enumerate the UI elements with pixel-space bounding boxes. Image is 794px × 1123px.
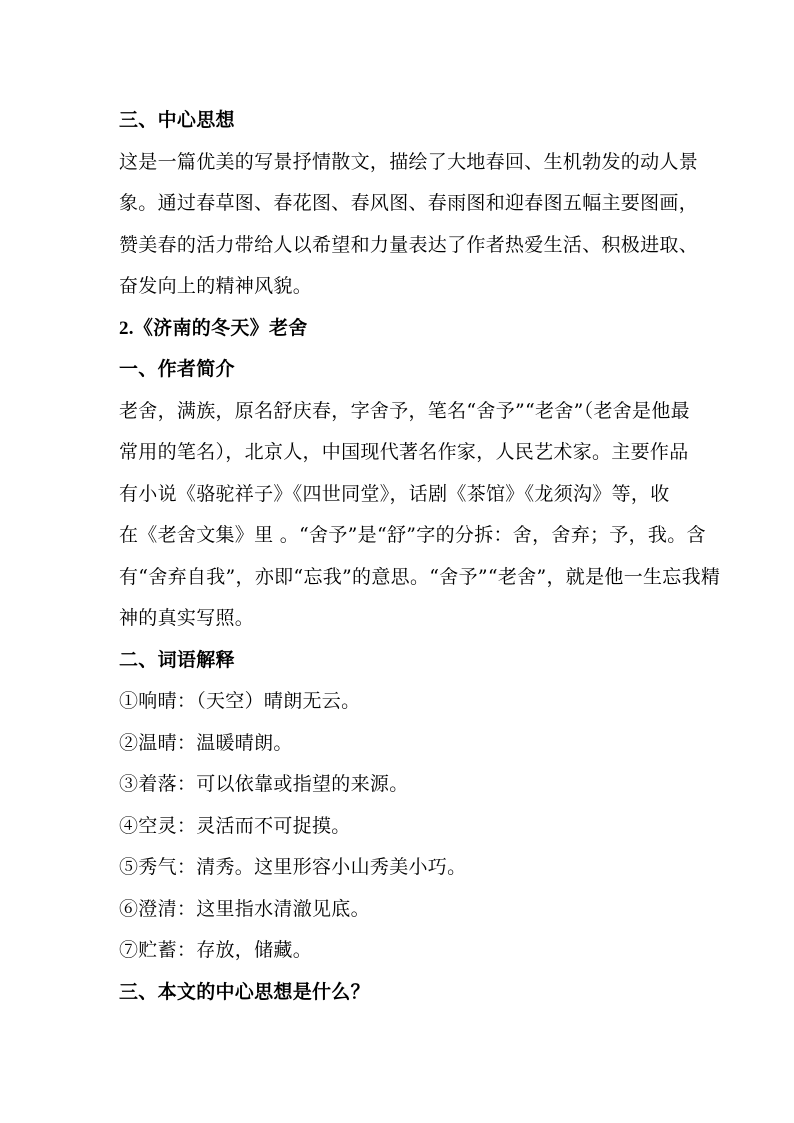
section-heading-author-intro: 一、作者简介 (119, 358, 235, 380)
paragraph-line: 赞美春的活力带给人以希望和力量表达了作者热爱生活、积极进取、 (119, 233, 699, 256)
vocab-item: ③着落：可以依靠或指望的来源。 (119, 773, 409, 795)
vocab-item: ④空灵：灵活而不可捉摸。 (119, 814, 351, 837)
section-heading-central-idea: 三、中心思想 (119, 109, 235, 131)
vocab-item: ⑥澄清：这里指水清澈见底。 (119, 897, 370, 920)
paragraph-line: 有小说《骆驼祥子》《四世同堂》，话剧《茶馆》《龙须沟》等，收 (119, 482, 670, 505)
paragraph-line: 奋发向上的精神风貌。 (119, 275, 313, 297)
paragraph-line: 象。通过春草图、春花图、春风图、春雨图和迎春图五幅主要图画， (119, 192, 699, 214)
vocab-item: ②温晴：温暖晴朗。 (119, 731, 293, 754)
paragraph-line: 神的真实写照。 (119, 607, 255, 629)
vocab-item: ⑤秀气：清秀。这里形容小山秀美小巧。 (119, 856, 467, 878)
paragraph-line: 有“舍弃自我”，亦即“忘我”的意思。“舍予”“老舍”，就是他一生忘我精 (119, 565, 721, 588)
section-heading-vocabulary: 二、词语解释 (119, 648, 235, 671)
paragraph-line: 常用的笔名），北京人，中国现代著名作家，人民艺术家。主要作品 (119, 441, 689, 463)
paragraph-line: 这是一篇优美的写景抒情散文，描绘了大地春回、生机勃发的动人景 (119, 150, 699, 173)
vocab-item: ⑦贮蓄：存放，储藏。 (119, 939, 313, 961)
paragraph-line: 在《老舍文集》里 。“舍予”是“舒”字的分拆：舍，舍弃；予，我。含 (119, 524, 706, 546)
document-page (119, 100, 721, 1013)
lesson-title: 2.《济南的冬天》老舍 (119, 317, 308, 339)
vocab-item: ①响晴：（天空）晴朗无云。 (119, 690, 361, 712)
section-heading-main-idea-question: 三、本文的中心思想是什么？ (119, 980, 370, 1003)
paragraph-line: 老舍，满族，原名舒庆春，字舍予，笔名“舍予”“老舍”（老舍是他最 (119, 399, 690, 422)
